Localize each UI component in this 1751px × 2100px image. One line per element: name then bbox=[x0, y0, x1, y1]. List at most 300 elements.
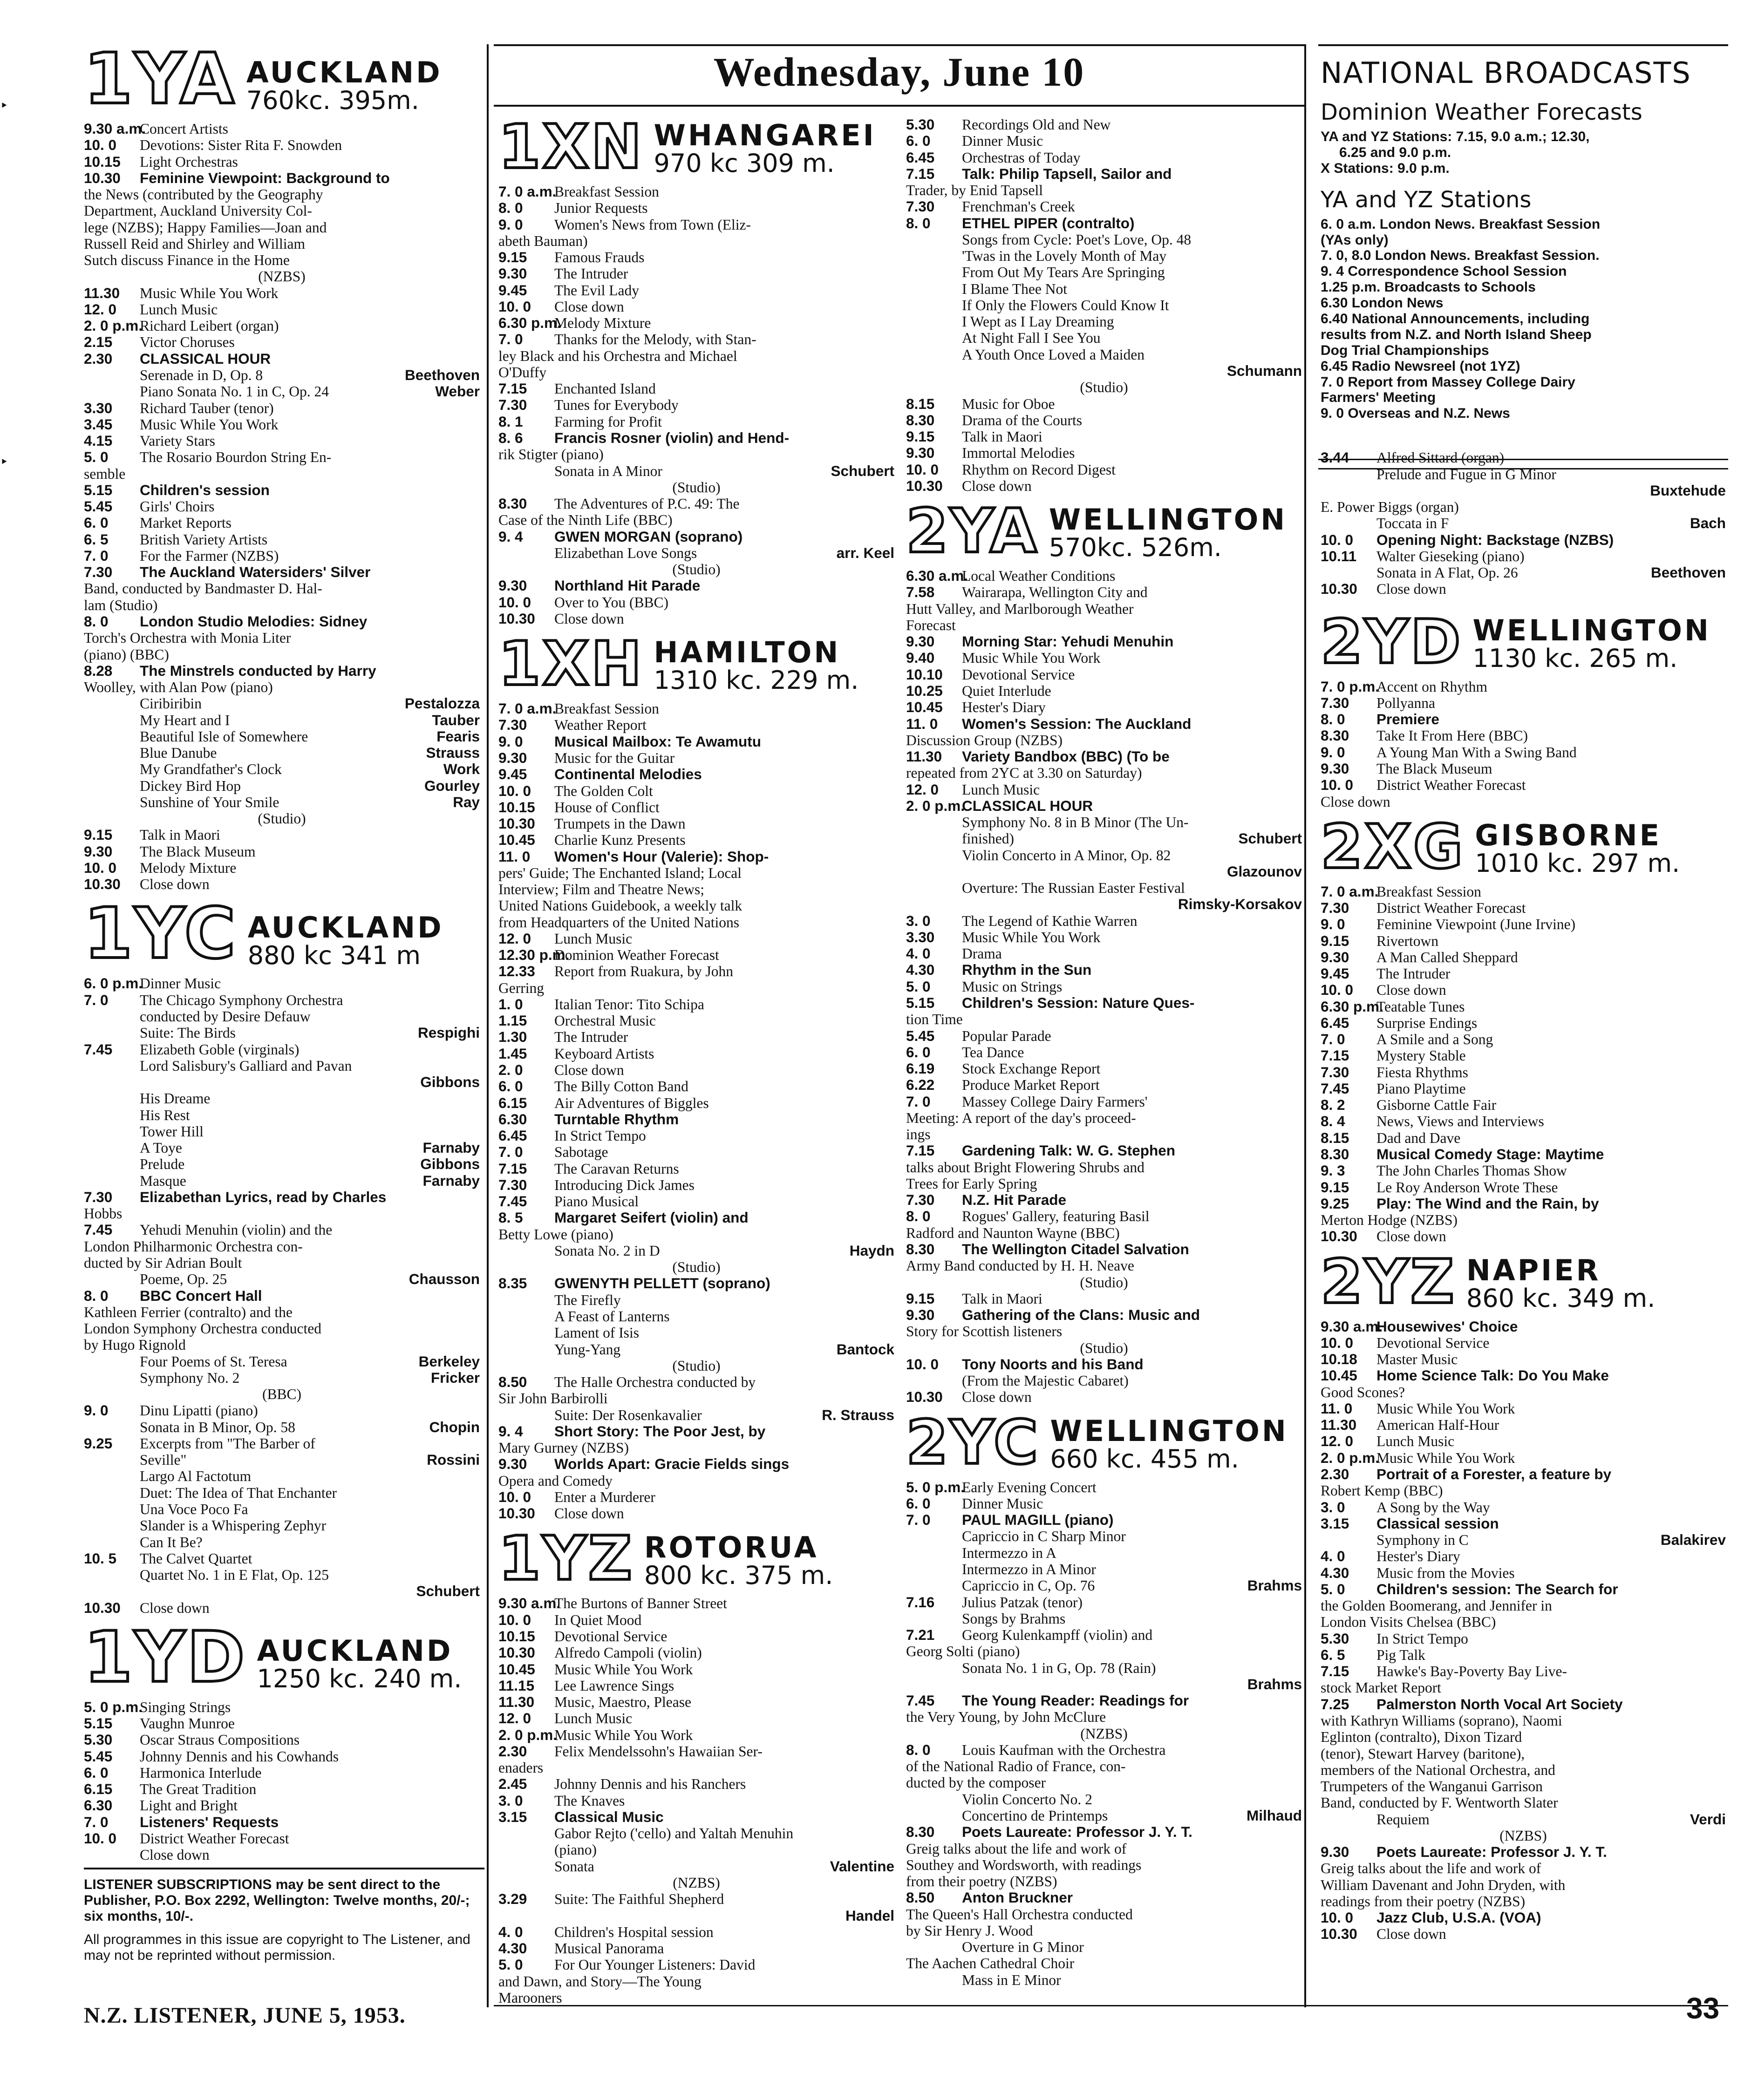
programme-title: Devotional Service bbox=[962, 666, 1075, 683]
programme-time: 7.45 bbox=[84, 1041, 113, 1058]
programme-title: House of Conflict bbox=[554, 799, 660, 816]
programme-line bbox=[906, 1528, 1302, 1544]
programme-line bbox=[1321, 1400, 1726, 1417]
programme-line bbox=[906, 1356, 1302, 1373]
programme-time: 6.45 bbox=[498, 1128, 527, 1144]
programme-line bbox=[498, 1259, 894, 1275]
programme-title: Overture in G Minor bbox=[962, 1939, 1084, 1956]
programme-line bbox=[84, 548, 480, 564]
programme-title: Sonata No. 1 in G, Op. 78 (Rain) bbox=[962, 1659, 1156, 1676]
programme-line bbox=[498, 217, 894, 233]
programme-line bbox=[906, 231, 1302, 248]
programme-title: 'Twas in the Lovely Month of May bbox=[962, 248, 1167, 265]
programme-line bbox=[906, 198, 1302, 215]
programme-line bbox=[906, 683, 1302, 699]
programme-title: A Youth Once Loved a Maiden bbox=[962, 346, 1145, 363]
programme-line bbox=[498, 282, 894, 299]
programme-line bbox=[498, 1095, 894, 1111]
programme-time: 5. 0 p.m. bbox=[906, 1479, 965, 1495]
programme-time: 9.15 bbox=[1321, 932, 1349, 949]
programme-title: Hawke's Bay-Poverty Bay Live- bbox=[1376, 1663, 1567, 1680]
programme-title: A Feast of Lanterns bbox=[554, 1308, 670, 1325]
programme-title: Hutt Valley, and Marlborough Weather bbox=[906, 600, 1134, 617]
programme-time: 12.30 p.m. bbox=[498, 947, 570, 964]
yayz-line: 7. 0, 8.0 London News. Breakfast Session. bbox=[1321, 248, 1600, 264]
programme-line bbox=[498, 265, 894, 282]
programme-line bbox=[498, 1645, 894, 1661]
programme-title: Robert Kemp (BBC) bbox=[1321, 1482, 1443, 1499]
programme-title: Palmerston North Vocal Art Society bbox=[1376, 1696, 1623, 1713]
programme-line bbox=[906, 1208, 1302, 1224]
station-callsign: 1YC bbox=[84, 893, 238, 975]
programme-title: Concert Artists bbox=[140, 121, 228, 137]
programme-line bbox=[498, 1390, 894, 1407]
programme-title: Close down bbox=[1376, 982, 1446, 999]
station-city: WELLINGTON bbox=[1472, 613, 1711, 647]
programme-title: Music While You Work bbox=[962, 650, 1101, 666]
programme-line bbox=[906, 1291, 1302, 1307]
programme-time: 7.30 bbox=[906, 1192, 935, 1209]
programme-line bbox=[1321, 1614, 1726, 1630]
programme-title bbox=[498, 1908, 840, 1924]
programme-line bbox=[84, 1419, 480, 1435]
programme-line bbox=[906, 1611, 1302, 1627]
programme-line bbox=[84, 646, 480, 663]
programme-line bbox=[498, 931, 894, 947]
programme-line bbox=[498, 1809, 894, 1825]
programme-time: 6. 0 bbox=[84, 1764, 109, 1781]
programme-title: Italian Tenor: Tito Schipa bbox=[554, 996, 704, 1013]
programme-title: Sunshine of Your Smile bbox=[140, 794, 279, 810]
programme-line bbox=[498, 299, 894, 315]
programme-title: Largo Al Factotum bbox=[140, 1468, 252, 1485]
programme-title: Torch's Orchestra with Monia Liter bbox=[84, 630, 291, 646]
programme-line bbox=[1321, 1335, 1726, 1351]
programme-title: Victor Choruses bbox=[140, 334, 235, 351]
programme-title: Merton Hodge (NZBS) bbox=[1321, 1212, 1458, 1229]
national-broadcasts-title: NATIONAL BROADCASTS bbox=[1321, 56, 1691, 90]
programme-time: 11.15 bbox=[498, 1677, 535, 1694]
programme-line bbox=[1321, 1450, 1726, 1466]
programme-title: Variety Stars bbox=[140, 433, 215, 449]
programme-line bbox=[906, 1479, 1302, 1495]
programme-title: From Out My Tears Are Springing bbox=[962, 264, 1165, 281]
station-2xg bbox=[1321, 811, 1726, 1245]
programme-title: United Nations Guidebook, a weekly talk bbox=[498, 897, 743, 914]
programme-line bbox=[498, 783, 894, 799]
programme-line bbox=[498, 1111, 894, 1128]
programme-line bbox=[1321, 1844, 1726, 1860]
station-info bbox=[644, 1532, 833, 1589]
programme-line bbox=[498, 1678, 894, 1694]
yayz-line: 6. 0 a.m. London News. Breakfast Session bbox=[1321, 216, 1601, 232]
programme-line bbox=[1321, 1196, 1726, 1212]
programme-title: E. Power Biggs (organ) bbox=[1321, 499, 1459, 516]
programme-title: Dinner Music bbox=[962, 133, 1043, 150]
programme-line bbox=[84, 466, 480, 482]
programme-time: 3.15 bbox=[498, 1808, 527, 1825]
programme-time: 4. 0 bbox=[498, 1923, 523, 1940]
programme-time: 5. 0 bbox=[1321, 1581, 1345, 1597]
programme-composer: Ray bbox=[453, 794, 480, 810]
programme-line bbox=[1321, 1516, 1726, 1532]
programme-line bbox=[84, 121, 480, 137]
programme-line bbox=[906, 650, 1302, 666]
programme-time: 9.15 bbox=[906, 428, 935, 445]
programme-title: of the National Radio of France, con- bbox=[906, 1758, 1126, 1775]
programme-line bbox=[906, 1241, 1302, 1257]
programme-line bbox=[906, 1028, 1302, 1044]
programme-line bbox=[84, 1337, 480, 1353]
programme-line bbox=[906, 732, 1302, 748]
programme-line bbox=[1321, 1926, 1726, 1942]
programme-line bbox=[906, 945, 1302, 962]
programme-title: Hester's Diary bbox=[1376, 1548, 1460, 1565]
programme-line bbox=[906, 830, 1302, 847]
programme-title: Play: The Wind and the Rain, by bbox=[1376, 1195, 1599, 1212]
programme-line bbox=[84, 1847, 480, 1863]
programme-title: Betty Lowe (piano) bbox=[498, 1226, 613, 1243]
station-header bbox=[498, 1523, 894, 1594]
station-info bbox=[257, 1636, 462, 1692]
programme-line bbox=[498, 816, 894, 832]
programme-line bbox=[1321, 1877, 1726, 1893]
programme-time: 9.45 bbox=[498, 282, 527, 299]
programme-line bbox=[498, 1990, 894, 2006]
programme-time: 5. 0 bbox=[906, 978, 931, 995]
programme-title: Variety Bandbox (BBC) (To be bbox=[962, 748, 1170, 765]
programme-title: The Intruder bbox=[554, 265, 628, 282]
programme-line bbox=[906, 1044, 1302, 1060]
station-frequency: 660 kc. 455 m. bbox=[1050, 1444, 1239, 1474]
programme-title: Vaughn Munroe bbox=[140, 1715, 235, 1732]
programme-line bbox=[498, 1062, 894, 1078]
programme-line bbox=[498, 1193, 894, 1210]
programme-line bbox=[84, 712, 480, 728]
programme-composer: Farnaby bbox=[422, 1172, 480, 1189]
programme-line bbox=[84, 1304, 480, 1320]
programme-line bbox=[84, 860, 480, 876]
programme-time: 6. 0 bbox=[84, 515, 109, 531]
programme-title: Portrait of a Forester, a feature by bbox=[1376, 1466, 1612, 1482]
programme-title: Una Voce Poco Fa bbox=[140, 1501, 248, 1517]
programme-title: Close down bbox=[1376, 1228, 1446, 1245]
programme-time: 10. 0 bbox=[1321, 1910, 1354, 1926]
station-callsign: 1XH bbox=[498, 628, 644, 700]
programme-line bbox=[1321, 949, 1726, 965]
programme-time: 8. 0 bbox=[84, 613, 109, 630]
programme-line bbox=[84, 1107, 480, 1123]
programme-line bbox=[1321, 1893, 1726, 1910]
programme-composer: Buxtehude bbox=[1650, 482, 1726, 499]
programme-title: Ciribiribin bbox=[140, 695, 202, 712]
programme-time: 5.15 bbox=[84, 1715, 113, 1732]
programme-line bbox=[498, 249, 894, 265]
station-city: AUCKLAND bbox=[246, 55, 443, 90]
programme-line bbox=[84, 728, 480, 745]
programme-time: 8. 0 bbox=[498, 200, 523, 217]
programme-title: Marooners bbox=[498, 1989, 562, 2006]
programme-time: 3.29 bbox=[498, 1891, 527, 1908]
programme-composer: R. Strauss bbox=[822, 1407, 894, 1423]
programme-composer: Brahms bbox=[1247, 1577, 1302, 1594]
programme-line bbox=[906, 1142, 1302, 1159]
programme-title: Pollyanna bbox=[1376, 694, 1435, 711]
programme-line bbox=[84, 1452, 480, 1468]
programme-title: Dinu Lipatti (piano) bbox=[140, 1402, 258, 1419]
programme-title: lam (Studio) bbox=[84, 597, 158, 613]
programme-line bbox=[1321, 1031, 1726, 1047]
programme-line bbox=[1321, 1794, 1726, 1811]
programme-line bbox=[498, 1908, 894, 1924]
programme-line bbox=[906, 896, 1302, 912]
programme-time: 2. 0 bbox=[498, 1062, 523, 1079]
programme-title: In Strict Tempo bbox=[554, 1128, 646, 1144]
programme-composer: Milhaud bbox=[1247, 1807, 1302, 1824]
programme-title: Band, conducted by F. Wentworth Slater bbox=[1321, 1794, 1558, 1811]
programme-title: Turntable Rhythm bbox=[554, 1111, 679, 1128]
programme-title: Elizabethan Lyrics, read by Charles bbox=[140, 1189, 387, 1205]
programme-title: Close down bbox=[554, 1062, 624, 1079]
programme-line bbox=[498, 1341, 894, 1358]
programme-composer: Farnaby bbox=[422, 1140, 480, 1156]
programme-line bbox=[1321, 794, 1726, 810]
programme-time: 10.10 bbox=[906, 666, 943, 683]
page-number: 33 bbox=[1686, 1991, 1720, 2025]
programme-list bbox=[498, 183, 894, 627]
station-callsign: 1XN bbox=[498, 111, 644, 182]
programme-title: London Philharmonic Orchestra con- bbox=[84, 1238, 303, 1255]
programme-composer: Strauss bbox=[426, 745, 480, 761]
station-info bbox=[654, 120, 876, 177]
programme-composer: Chausson bbox=[409, 1271, 480, 1288]
programme-title: Kathleen Ferrier (contralto) and the bbox=[84, 1304, 293, 1320]
programme-line bbox=[84, 531, 480, 548]
programme-time: 6.22 bbox=[906, 1077, 935, 1094]
yayz-lines bbox=[1321, 217, 1726, 422]
programme-title: Dominion Weather Forecast bbox=[554, 947, 719, 964]
programme-time: 7. 0 bbox=[84, 547, 109, 564]
programme-line bbox=[1321, 1130, 1726, 1146]
programme-title: Music for the Guitar bbox=[554, 749, 675, 766]
programme-line bbox=[84, 1485, 480, 1501]
programme-title: The Billy Cotton Band bbox=[554, 1078, 688, 1095]
programme-line bbox=[84, 1550, 480, 1567]
programme-title: Take It From Here (BBC) bbox=[1376, 727, 1528, 744]
programme-title: Poets Laureate: Professor J. Y. T. bbox=[962, 1824, 1192, 1841]
programme-time: 9.15 bbox=[498, 249, 527, 266]
programme-title: Music While You Work bbox=[140, 416, 279, 433]
programme-time: 10.45 bbox=[906, 699, 943, 716]
programme-title: Gisborne Cattle Fair bbox=[1376, 1097, 1497, 1114]
programme-line bbox=[84, 1173, 480, 1189]
programme-title: Orchestras of Today bbox=[962, 149, 1081, 166]
programme-title: Johnny Dennis and his Cowhands bbox=[140, 1748, 339, 1765]
programme-time: 4.30 bbox=[1321, 1564, 1349, 1581]
programme-line bbox=[84, 1140, 480, 1156]
programme-title: Close down bbox=[140, 1599, 210, 1616]
programme-title: Continental Melodies bbox=[554, 766, 702, 783]
programme-line bbox=[1321, 1433, 1726, 1449]
programme-time: 7.30 bbox=[498, 1176, 527, 1193]
programme-title: The Intruder bbox=[554, 1029, 628, 1046]
programme-title: Music from the Movies bbox=[1376, 1564, 1515, 1581]
programme-title: Discussion Group (NZBS) bbox=[906, 732, 1063, 748]
programme-title: Fiesta Rhythms bbox=[1376, 1064, 1468, 1081]
programme-time: 7.30 bbox=[498, 717, 527, 734]
programme-line bbox=[498, 200, 894, 216]
station-2yc bbox=[906, 1407, 1302, 1988]
programme-time: 10. 0 bbox=[498, 782, 531, 799]
programme-line bbox=[84, 827, 480, 843]
programme-line bbox=[1321, 1318, 1726, 1335]
programme-line bbox=[906, 1257, 1302, 1274]
programme-time: 9.30 bbox=[498, 749, 527, 766]
programme-title: Trumpets in the Dawn bbox=[554, 816, 686, 832]
programme-title: Children's Hospital session bbox=[554, 1923, 714, 1940]
programme-line bbox=[906, 478, 1302, 494]
programme-time: 7.58 bbox=[906, 584, 935, 601]
programme-line bbox=[84, 498, 480, 515]
programme-time: 8. 1 bbox=[498, 413, 523, 430]
programme-line bbox=[498, 1358, 894, 1374]
programme-line bbox=[906, 699, 1302, 715]
programme-title: (Studio) bbox=[258, 810, 306, 827]
programme-time: 9.30 bbox=[1321, 760, 1349, 777]
programme-title: conducted by Desire Defauw bbox=[140, 1008, 311, 1025]
programme-line bbox=[84, 1041, 480, 1058]
station-info bbox=[1475, 820, 1680, 877]
programme-title: Alfredo Campoli (violin) bbox=[554, 1645, 702, 1661]
programme-title: Louis Kaufman with the Orchestra bbox=[962, 1741, 1166, 1758]
yayz-line: Farmers' Meeting bbox=[1321, 390, 1436, 406]
programme-title: Army Band conducted by H. H. Neave bbox=[906, 1257, 1134, 1274]
programme-time: 9. 0 bbox=[498, 733, 523, 750]
programme-title: Melody Mixture bbox=[554, 315, 651, 332]
programme-line bbox=[906, 1742, 1302, 1758]
station-city: GISBORNE bbox=[1475, 818, 1662, 852]
programme-title: Seville" bbox=[140, 1452, 187, 1468]
programme-line bbox=[498, 1727, 894, 1743]
programme-line bbox=[1321, 1047, 1726, 1064]
programme-time: 8.28 bbox=[84, 662, 113, 679]
programme-line bbox=[906, 1939, 1302, 1955]
programme-title: Dad and Dave bbox=[1376, 1129, 1461, 1146]
programme-title: Lunch Music bbox=[554, 1710, 633, 1727]
programme-title: Radford and Naunton Wayne (BBC) bbox=[906, 1224, 1120, 1241]
programme-time: 10. 0 bbox=[498, 298, 531, 315]
programme-title: Four Poems of St. Teresa bbox=[140, 1353, 287, 1370]
programme-line bbox=[84, 1715, 480, 1732]
programme-time: 10.30 bbox=[498, 1645, 535, 1661]
programme-title: Julius Patzak (tenor) bbox=[962, 1594, 1083, 1611]
programme-title: Yehudi Menuhin (violin) and the bbox=[140, 1222, 333, 1238]
programme-title: by Sir Henry J. Wood bbox=[906, 1922, 1033, 1939]
programme-time: 6.30 p.m. bbox=[498, 315, 561, 332]
programme-title: London Symphony Orchestra conducted bbox=[84, 1320, 322, 1337]
station-callsign: 2YD bbox=[1321, 606, 1463, 677]
programme-line bbox=[84, 1238, 480, 1255]
programme-title: Accent on Rhythm bbox=[1376, 678, 1487, 695]
programme-title: Trees for Early Spring bbox=[906, 1175, 1037, 1192]
programme-line bbox=[1321, 1532, 1726, 1548]
programme-time: 9.30 a.m. bbox=[84, 121, 146, 137]
programme-title: Drama bbox=[962, 945, 1002, 962]
programme-title: Lament of Isis bbox=[554, 1325, 639, 1341]
programme-title: The Caravan Returns bbox=[554, 1160, 679, 1177]
programme-time: 6.30 a.m. bbox=[906, 568, 968, 584]
station-frequency: 1250 kc. 240 m. bbox=[257, 1664, 462, 1694]
programme-title: I Wept as I Lay Dreaming bbox=[962, 313, 1114, 330]
programme-title: Excerpts from "The Barber of bbox=[140, 1435, 315, 1452]
programme-title: talks about Bright Flowering Shrubs and bbox=[906, 1159, 1145, 1176]
programme-title: Morning Star: Yehudi Menuhin bbox=[962, 633, 1174, 650]
programme-composer: Work bbox=[443, 761, 480, 778]
station-callsign: 2XG bbox=[1321, 811, 1465, 882]
programme-line bbox=[84, 383, 480, 400]
yayz-line: 7. 0 Report from Massey College Dairy bbox=[1321, 374, 1575, 390]
yayz-extra-lines bbox=[1321, 449, 1726, 597]
programme-time: 5.45 bbox=[84, 498, 113, 515]
programme-composer: Schubert bbox=[416, 1583, 480, 1600]
programme-time: 7. 0 bbox=[906, 1512, 931, 1529]
programme-line bbox=[1321, 1351, 1726, 1367]
programme-title: readings from their poetry (NZBS) bbox=[1321, 1893, 1526, 1910]
station-1ya bbox=[84, 39, 480, 893]
programme-time: 6. 0 bbox=[498, 1078, 523, 1095]
programme-title: His Rest bbox=[140, 1107, 190, 1123]
programme-line bbox=[84, 285, 480, 301]
programme-title: Classical Music bbox=[554, 1808, 664, 1825]
programme-title: Talk in Maori bbox=[962, 1290, 1042, 1307]
programme-title: In Quiet Mood bbox=[554, 1611, 642, 1628]
programme-title: (piano) (BBC) bbox=[84, 646, 169, 663]
programme-line bbox=[906, 962, 1302, 978]
programme-title: Symphony in C bbox=[1376, 1532, 1469, 1549]
programme-composer: Verdi bbox=[1690, 1811, 1726, 1828]
programme-title: Home Science Talk: Do You Make bbox=[1376, 1367, 1609, 1384]
programme-line bbox=[1321, 1647, 1726, 1663]
programme-time: 8.30 bbox=[1321, 1146, 1349, 1163]
programme-title: Talk: Philip Tapsell, Sailor and bbox=[962, 165, 1172, 182]
programme-line bbox=[498, 849, 894, 865]
programme-line bbox=[84, 433, 480, 449]
yayz-line: (YAs only) bbox=[1321, 232, 1389, 248]
programme-time: 10.45 bbox=[498, 1661, 535, 1678]
programme-line bbox=[84, 992, 480, 1008]
programme-title: the Very Young, by John McClure bbox=[906, 1709, 1106, 1726]
programme-title: Light and Bright bbox=[140, 1797, 238, 1814]
programme-line bbox=[498, 766, 894, 782]
programme-title: (Studio) bbox=[1080, 1274, 1128, 1291]
programme-title: The Intruder bbox=[1376, 965, 1451, 982]
programme-title: Music While You Work bbox=[140, 285, 279, 301]
programme-line bbox=[906, 297, 1302, 313]
programme-time: 10. 0 bbox=[498, 594, 531, 611]
programme-title: Richard Tauber (tenor) bbox=[140, 400, 274, 416]
programme-line bbox=[498, 1595, 894, 1611]
programme-line bbox=[84, 1402, 480, 1419]
programme-line bbox=[906, 462, 1302, 478]
programme-title: Hester's Diary bbox=[962, 699, 1046, 716]
programme-title: Gardening Talk: W. G. Stephen bbox=[962, 1142, 1175, 1159]
programme-title: Walter Gieseking (piano) bbox=[1376, 548, 1525, 564]
programme-composer: Tauber bbox=[432, 712, 480, 728]
programme-title: Women's Session: The Auckland bbox=[962, 715, 1192, 732]
programme-line bbox=[498, 364, 894, 381]
programme-line bbox=[1321, 1146, 1726, 1162]
programme-time: 5.15 bbox=[906, 995, 935, 1012]
